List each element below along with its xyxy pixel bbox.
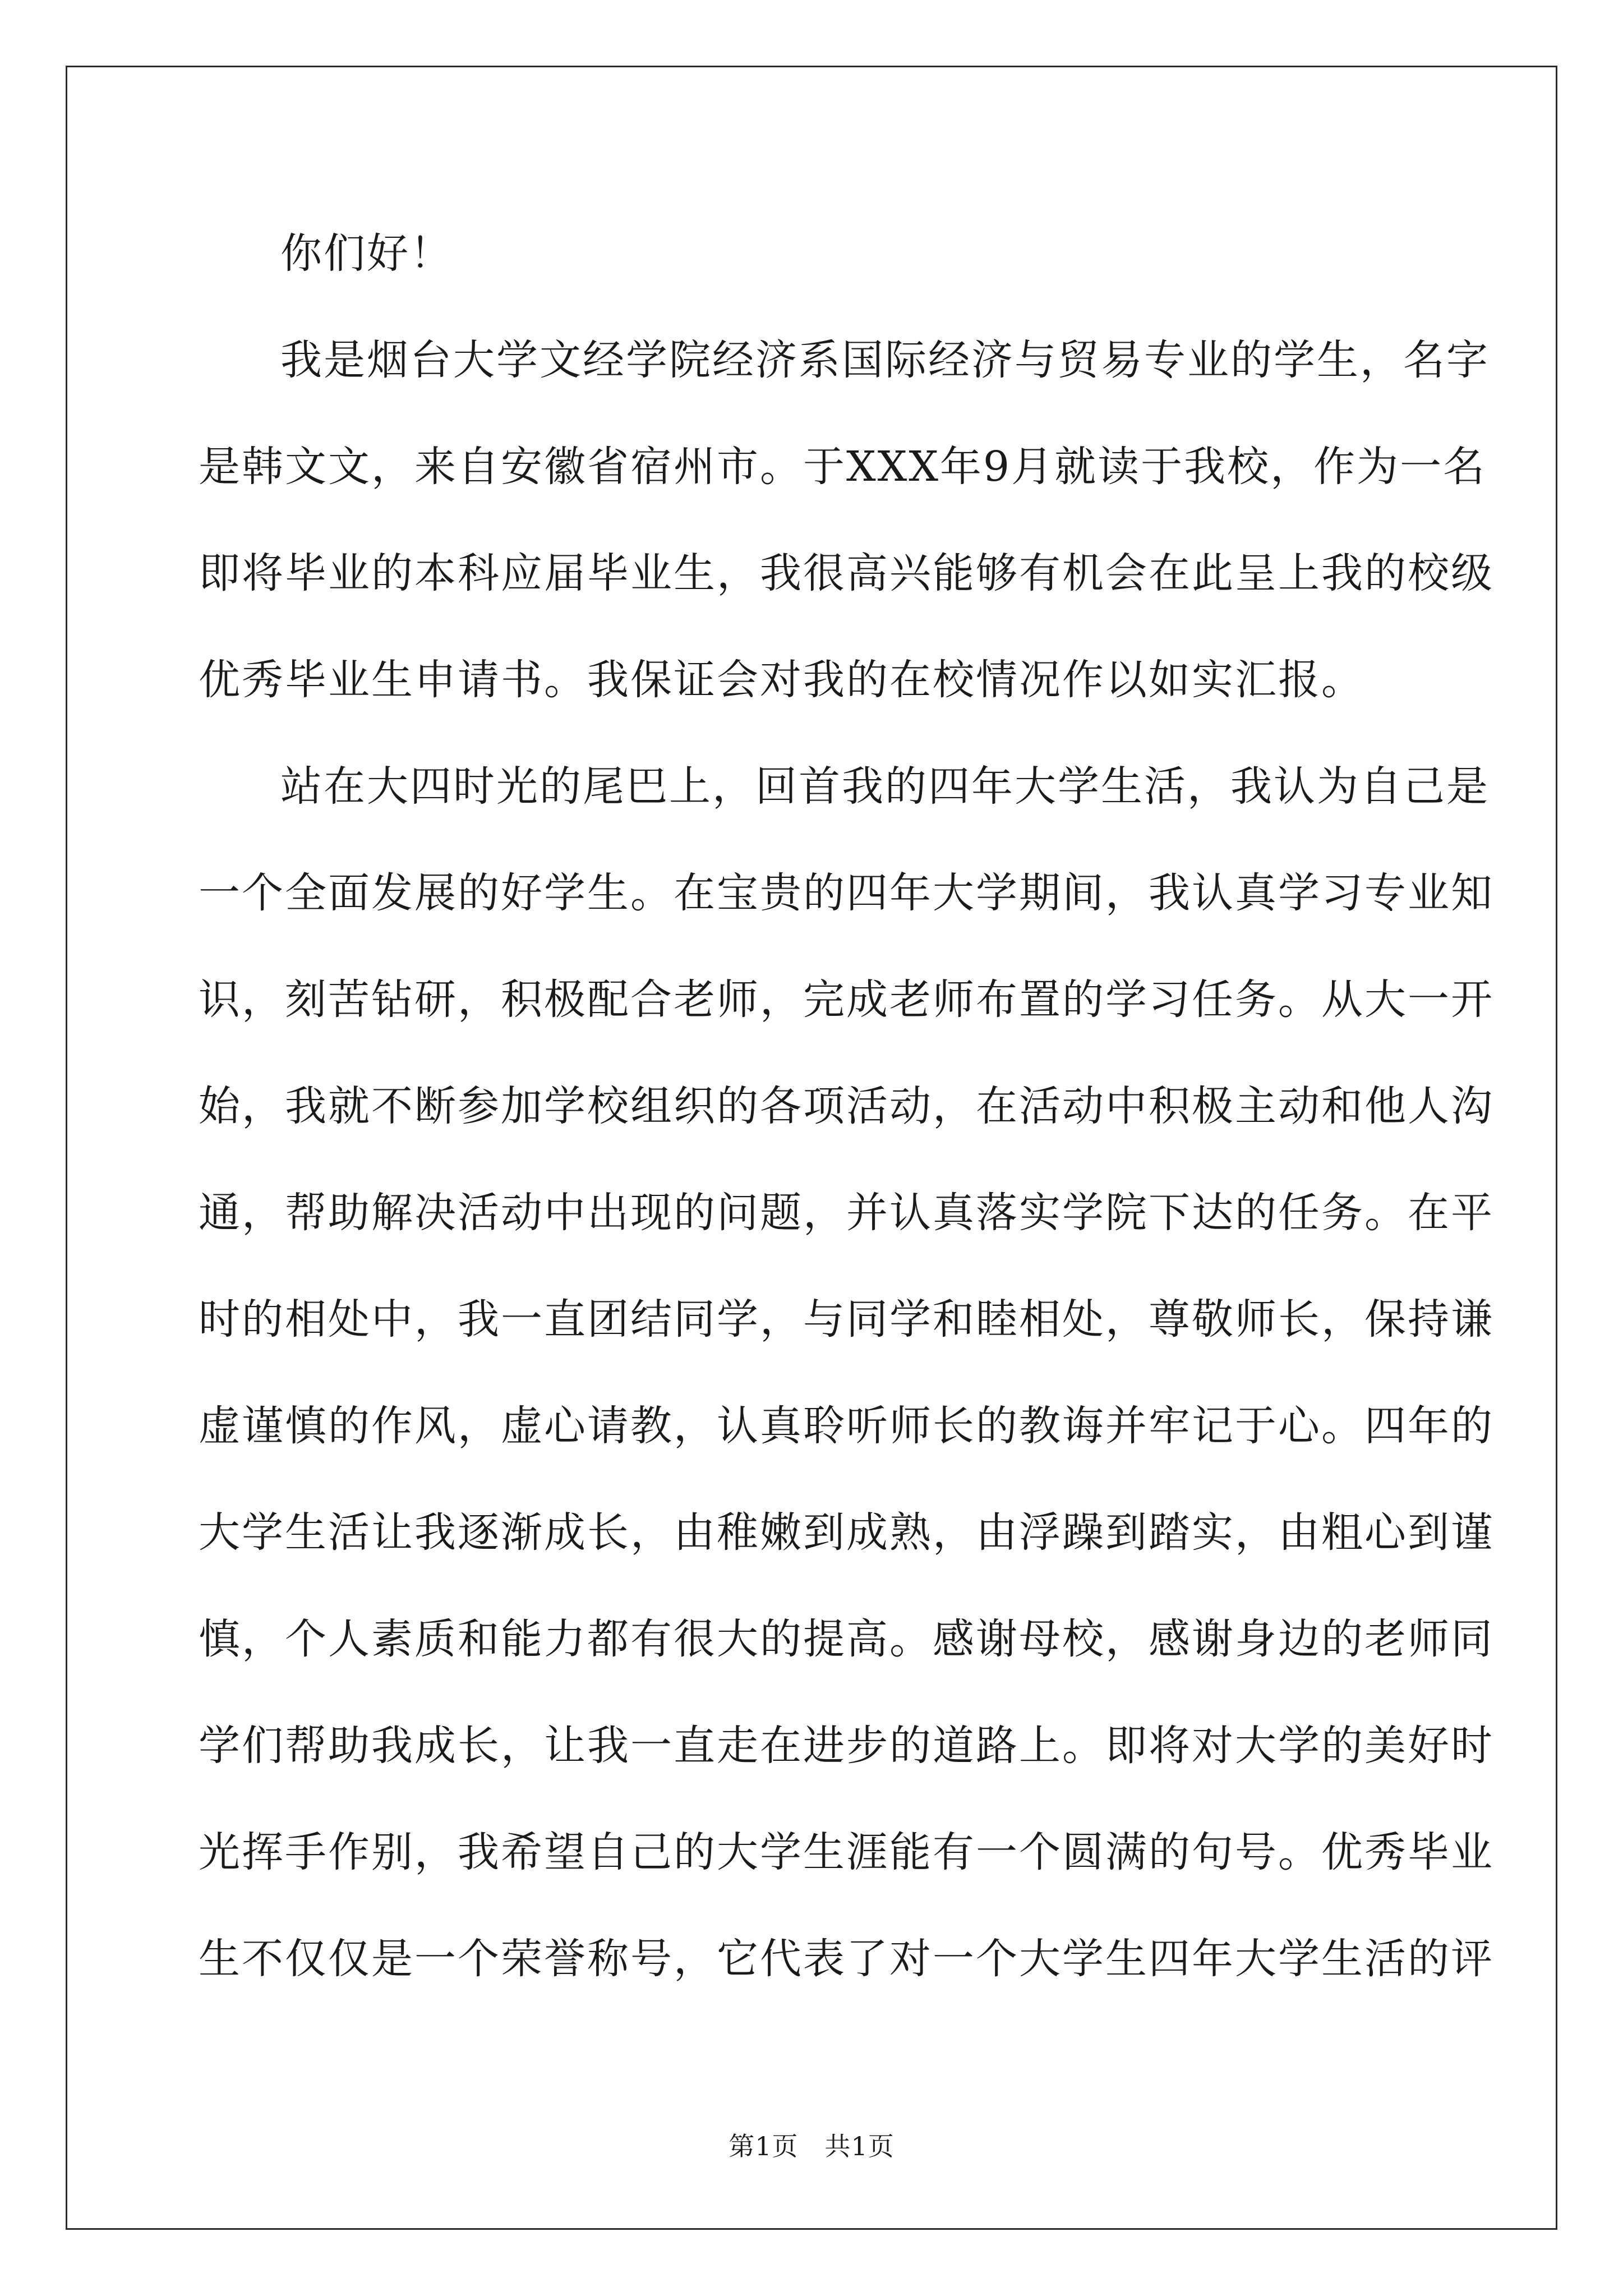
paragraph-1-line-4: 优秀毕业生申请书。我保证会对我的在校情况作以如实汇报。 <box>199 656 1364 704</box>
paragraph-2-line-6: 时的相处中，我一直团结同学，与同学和睦相处，尊敬师长，保持谦 <box>199 1295 1494 1343</box>
page-border <box>66 66 1557 2230</box>
paragraph-2-line-7: 虚谨慎的作风，虚心请教，认真聆听师长的教诲并牢记于心。四年的 <box>199 1402 1494 1450</box>
paragraph-2-line-4: 始，我就不断参加学校组织的各项活动，在活动中积极主动和他人沟 <box>199 1082 1494 1130</box>
paragraph-1-line-1: 我是烟台大学文经学院经济系国际经济与贸易专业的学生，名字 <box>280 336 1490 384</box>
paragraph-2-line-10: 学们帮助我成长，让我一直走在进步的道路上。即将对大学的美好时 <box>199 1722 1494 1770</box>
paragraph-2-line-8: 大学生活让我逐渐成长，由稚嫩到成熟，由浮躁到踏实，由粗心到谨 <box>199 1508 1494 1557</box>
paragraph-1-line-3: 即将毕业的本科应届毕业生，我很高兴能够有机会在此呈上我的校级 <box>199 549 1494 597</box>
paragraph-2-line-11: 光挥手作别，我希望自己的大学生涯能有一个圆满的句号。优秀毕业 <box>199 1828 1494 1876</box>
paragraph-2-line-12: 生不仅仅是一个荣誉称号，它代表了对一个大学生四年大学生活的评 <box>199 1935 1494 1983</box>
paragraph-2-line-3: 识，刻苦钻研，积极配合老师，完成老师布置的学习任务。从大一开 <box>199 976 1494 1024</box>
paragraph-2-line-9: 慎，个人素质和能力都有很大的提高。感谢母校，感谢身边的老师同 <box>199 1615 1494 1663</box>
paragraph-1-line-2: 是韩文文，来自安徽省宿州市。于XXX年9月就读于我校，作为一名 <box>199 443 1487 491</box>
paragraph-2-line-1: 站在大四时光的尾巴上，回首我的四年大学生活，我认为自己是 <box>280 762 1490 811</box>
page-number-footer: 第1页 共1页 <box>728 2131 895 2161</box>
paragraph-2-line-2: 一个全面发展的好学生。在宝贵的四年大学期间，我认真学习专业知 <box>199 869 1494 917</box>
paragraph-2-line-5: 通，帮助解决活动中出现的问题，并认真落实学院下达的任务。在平 <box>199 1189 1494 1237</box>
greeting-line: 你们好！ <box>280 229 453 278</box>
